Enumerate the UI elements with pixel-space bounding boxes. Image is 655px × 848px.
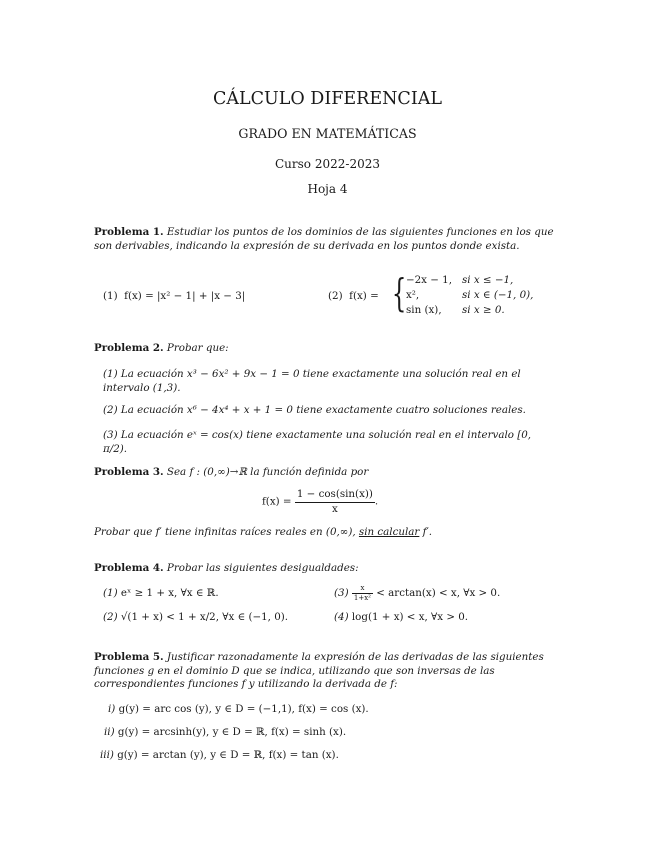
list-item: iii) g(y) = arctan (y), y ∈ D = ℝ, f(x) = tan (x).	[100, 749, 339, 761]
page-title: CÁLCULO DIFERENCIAL	[212, 89, 442, 109]
list-item: (3) La ecuación eˣ = cos(x) tiene exactamente una solución real en el intervalo [0, π/2).	[103, 429, 532, 455]
problem-4-statement: Probar las siguientes desigualdades:	[166, 562, 359, 574]
problem-2	[94, 342, 562, 356]
degree-subtitle: GRADO EN MATEMÁTICAS	[238, 126, 417, 141]
problem-1-function-1	[103, 290, 245, 304]
course-year: Curso 2022-2023	[275, 157, 380, 171]
problem-1	[94, 226, 562, 253]
case-condition: si x ∈ (−1, 0),	[462, 289, 534, 301]
case-row: −2x − 1,	[406, 274, 452, 286]
problem-3-label: Problema 3.	[94, 466, 164, 478]
problem-3-statement: Sea f : (0,∞)→ℝ la función definida por	[166, 466, 369, 478]
sheet-number: Hoja 4	[307, 182, 348, 196]
function-1-number: (1)	[103, 290, 118, 302]
problem-3	[94, 466, 562, 480]
problem-1-statement: Estudiar los puntos de los dominios de las siguientes funciones en los que son derivables, indicando la expresión de su derivada en los puntos donde exista.	[94, 226, 554, 252]
list-item: (2) √(1 + x) < 1 + x/2, ∀x ∈ (−1, 0).	[103, 611, 289, 623]
function-1-formula: f(x) = |x² − 1| + |x − 3|	[124, 290, 246, 302]
problem-4	[94, 562, 562, 576]
problem-5-label: Problema 5.	[94, 651, 164, 663]
list-item: (1) eˣ ≥ 1 + x, ∀x ∈ ℝ.	[103, 587, 219, 599]
cases-brace: {	[391, 271, 407, 315]
problem-3-formula: f(x) = $\frac{1 - \cos(\sin(x))}{x}$ .	[262, 488, 379, 515]
formula-fraction	[295, 488, 375, 516]
list-item: (1) La ecuación x³ − 6x² + 9x − 1 = 0 tiene exactamente una solución real en el intervalo (1,3).	[103, 368, 521, 394]
formula-lhs: f(x) =	[262, 495, 292, 508]
problem-1-label: Problema 1.	[94, 226, 164, 238]
formula-denominator: x	[331, 502, 338, 515]
case-condition: si x ≤ −1,	[462, 274, 514, 286]
inequality-fraction: $\frac{x}{\text{1+x²}}$	[353, 584, 371, 603]
formula-numerator: 1 − cos(sin(x))	[295, 488, 375, 503]
problem-5	[94, 651, 562, 692]
problem-1-function-2	[328, 290, 379, 304]
problem-2-label: Problema 2.	[94, 342, 164, 354]
case-row: x²,	[406, 289, 420, 301]
case-condition: si x ≥ 0.	[462, 304, 505, 316]
problem-4-label: Problema 4.	[94, 562, 164, 574]
list-item: (4) log(1 + x) < x, ∀x > 0.	[334, 611, 469, 623]
list-item: (2) La ecuación x⁶ − 4x⁴ + x + 1 = 0 tiene exactamente cuatro soluciones reales.	[103, 404, 526, 416]
problem-2-statement: Probar que:	[166, 342, 229, 354]
problem-5-statement: Justificar razonadamente la expresión de las derivadas de las siguientes funciones g en el dominio D que se indica, utilizando que son inversas de las correspondientes funciones f y utilizando la derivada de f:	[94, 651, 544, 691]
function-2-lhs: f(x) =	[349, 290, 379, 302]
list-item: (3) $\frac{x}{\text{1+x²}}$ < arctan(x) < x, ∀x > 0.	[334, 584, 501, 603]
case-row: sin (x),	[406, 304, 442, 316]
list-item: i) g(y) = arc cos (y), y ∈ D = (−1,1), f(x) = cos (x).	[108, 703, 369, 715]
problem-3-conclusion: Probar que f′ tiene infinitas raíces reales en (0,∞), sin calcular f′.	[94, 526, 433, 538]
underlined-phrase: sin calcular	[358, 526, 420, 538]
list-item: ii) g(y) = arcsinh(y), y ∈ D = ℝ, f(x) = sinh (x).	[104, 726, 347, 738]
function-2-number: (2)	[328, 290, 343, 302]
